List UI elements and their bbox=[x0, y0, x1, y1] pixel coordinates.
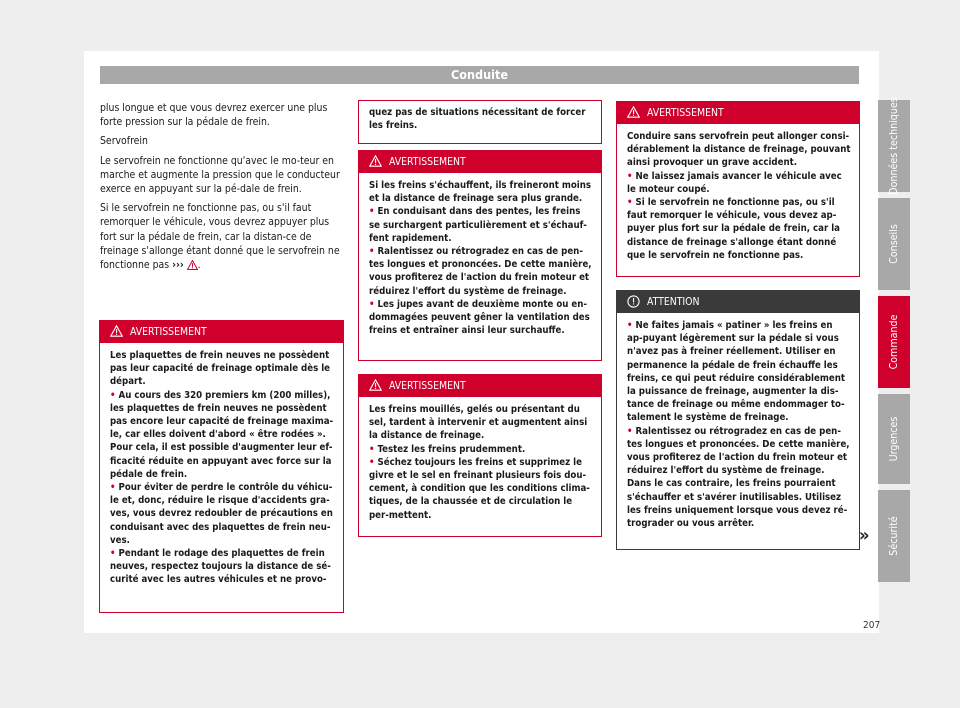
bullet-dot: • bbox=[627, 320, 633, 331]
arrow-marker: ››› bbox=[172, 259, 184, 272]
bullet-dot: • bbox=[627, 197, 633, 209]
bullet-text: Ne faites jamais « patiner » les freins en ap-puyant légèrement sur la pédale si vous n'avez pas à freiner réellement. Utiliser en permanence la pédale de frein échauffe les freins, ce qui peut réduire considérablement la puissance de freinage, augmenter la dis-tance de freinage ou même endommager to-talement le système de freinage. bbox=[627, 320, 845, 424]
bullet-dot: • bbox=[369, 443, 375, 455]
warning-intro: Les freins mouillés, gelés ou présentant du sel, tardent à intervenir et augmentent ainsi la distance de freinage. bbox=[369, 404, 588, 442]
section-subhead: Servofrein bbox=[100, 135, 148, 148]
bullet-dot: • bbox=[110, 548, 116, 560]
sidebar-tab-securite[interactable] bbox=[878, 490, 910, 582]
warning-title: AVERTISSEMENT bbox=[389, 156, 466, 168]
bullet-item bbox=[369, 298, 593, 338]
bullet-text: Pendant le rodage des plaquettes de frein neuves, respectez toujours la distance de sé-curité avec les autres véhicules et ne provo- bbox=[110, 548, 331, 586]
warning-box bbox=[358, 150, 602, 361]
sidebar-tab-donnees-techniques[interactable] bbox=[878, 97, 910, 195]
bullet-dot: • bbox=[110, 482, 116, 494]
intro-text: plus longue et que vous devrez exercer une plus forte pression sur la pédale de frein. bbox=[100, 102, 328, 129]
warning-body bbox=[359, 173, 601, 345]
body-paragraph-text: Si le servofrein ne fonctionne pas, ou s'il faut remorquer le véhicule, vous devrez appuyer plus fort sur la pédale de frein, car la distan-ce de freinage s'allonge étant donné que le servofrein ne fonctionne pas bbox=[100, 202, 340, 272]
bullet-text: Ralentissez ou rétrogradez en cas de pen-tes longues et prononcées. De cette manière, vous profiterez de l'action du frein moteur et réduirez l'effort du système de freinage. bbox=[369, 246, 592, 297]
bullet-item bbox=[627, 196, 851, 262]
warning-body bbox=[100, 343, 343, 595]
bullet-dot: • bbox=[369, 456, 375, 468]
bullet-dot: • bbox=[627, 170, 633, 182]
sidebar-tab-conseils[interactable] bbox=[878, 198, 910, 290]
warning-icon bbox=[110, 325, 123, 337]
bullet-dot: • bbox=[110, 389, 116, 401]
warning-body bbox=[617, 124, 859, 270]
attention-body bbox=[617, 313, 859, 538]
sidebar-tab-label: Urgences bbox=[888, 416, 900, 462]
sidebar-tab-label: Sécurité bbox=[888, 516, 900, 556]
page-number: 207 bbox=[863, 620, 881, 631]
bullet-item bbox=[627, 170, 851, 196]
page-header: Conduite bbox=[100, 66, 859, 84]
attention-box bbox=[616, 290, 860, 550]
bullet-item bbox=[369, 456, 593, 522]
bullet-item bbox=[369, 443, 593, 456]
bullet-dot: • bbox=[627, 425, 633, 437]
bullet-text: Ne laissez jamais avancer le véhicule avec le moteur coupé. bbox=[627, 170, 842, 195]
body-paragraph: Si le servofrein ne fonctionne pas, ou s'il faut remorquer le véhicule, vous devrez appuyer plus fort sur la pédale de frein, car la distan-ce de freinage s'allonge étant donné que le servofrein ne fonctionne pas ››› . bbox=[100, 202, 340, 272]
sidebar-tab-urgences[interactable] bbox=[878, 394, 910, 484]
sidebar-tab-label: Données techniques bbox=[888, 97, 900, 195]
bullet-item bbox=[110, 547, 335, 587]
bullet-text: Les jupes avant de deuxième monte ou en-dommagées peuvent gêner la ventilation des freins et entraîner ainsi leur surchauffe. bbox=[369, 298, 590, 337]
bullet-item bbox=[110, 389, 335, 481]
warning-icon bbox=[187, 260, 198, 270]
warning-box bbox=[99, 320, 344, 613]
bullet-text: En conduisant dans des pentes, les freins se surchargent particulièrement et s'échauf-fent rapidement. bbox=[369, 206, 587, 244]
bullet-dot: • bbox=[369, 246, 375, 258]
warning-continuation-box bbox=[358, 100, 602, 144]
sidebar-tab-label: Conseils bbox=[888, 224, 900, 264]
bullet-text: Testez les freins prudemment. bbox=[377, 443, 526, 455]
continuation-text: quez pas de situations nécessitant de forcer les freins. bbox=[369, 107, 586, 132]
warning-body bbox=[359, 397, 601, 530]
warning-intro: Si les freins s'échauffent, ils freineront moins et la distance de freinage sera plus grande. bbox=[369, 180, 592, 205]
warning-icon bbox=[369, 155, 382, 167]
bullet-item bbox=[110, 481, 335, 547]
warning-title: AVERTISSEMENT bbox=[130, 326, 207, 338]
body-paragraph: Le servofrein ne fonctionne qu'avec le mo-teur en marche et augmente la pression que le conducteur exerce en appuyant sur la pé-dale de frein. bbox=[100, 154, 340, 196]
warning-icon bbox=[627, 106, 640, 118]
bullet-text: Ralentissez ou rétrogradez en cas de pen-tes longues et prononcées. De cette manière, vous profiterez de l'action du frein moteur et réduirez l'effort du système de freinage. Dans le cas contraire, les freins pourraient s'échauffer et s'avérer inutilisables. Utilisez les freins uniquement lorsque vous devez ré-trograder ou vous arrêter. bbox=[627, 425, 850, 530]
warning-box bbox=[358, 374, 602, 537]
warning-body bbox=[359, 101, 601, 140]
bullet-item bbox=[627, 425, 851, 531]
bullet-item bbox=[369, 245, 593, 298]
warning-intro: Conduire sans servofrein peut allonger consi-dérablement la distance de freinage, pouvant ainsi provoquer un grave accident. bbox=[627, 131, 851, 169]
warning-intro: Les plaquettes de frein neuves ne possèdent pas leur capacité de freinage optimale dès le départ. bbox=[110, 350, 331, 388]
continue-marker: » bbox=[859, 525, 870, 546]
bullet-item bbox=[627, 319, 851, 425]
warning-title: AVERTISSEMENT bbox=[647, 107, 724, 119]
bullet-text: Pour éviter de perdre le contrôle du véhicu-le et, donc, réduire le risque d'accidents gra-ves, vous devrez redoubler de précautions en conduisant avec des plaquettes de frein neu-ves. bbox=[110, 482, 333, 546]
sidebar-tab-commande[interactable] bbox=[878, 296, 910, 388]
warning-header bbox=[359, 151, 601, 173]
info-circle-icon bbox=[627, 295, 640, 308]
left-column bbox=[100, 101, 340, 277]
attention-title: ATTENTION bbox=[647, 296, 700, 308]
warning-icon bbox=[369, 379, 382, 391]
bullet-dot: • bbox=[369, 298, 375, 310]
warning-box bbox=[616, 101, 860, 277]
bullet-text: Au cours des 320 premiers km (200 milles), les plaquettes de frein neuves ne possèdent pas encore leur capacité de freinage maxima-le, car elles doivent d'abord « être rodées ». Pour cela, il est possible d'augmenter leur ef-ficacité réduite en appuyant avec force sur la pédale de frein. bbox=[110, 389, 334, 480]
warning-header bbox=[100, 321, 343, 343]
warning-header bbox=[617, 102, 859, 124]
bullet-item bbox=[369, 205, 593, 245]
bullet-text: Séchez toujours les freins et supprimez le givre et le sel en freinant plusieurs fois dou-cement, à condition que les conditions clima-tiques, de la chaussée et de circulation le per-mettent. bbox=[369, 456, 590, 521]
bullet-text: Si le servofrein ne fonctionne pas, ou s'il faut remorquer le véhicule, vous devez ap-puyer plus fort sur la pédale de frein, car la distance de freinage s'allonge étant donné que le servofrein ne fonctionne pas. bbox=[627, 197, 841, 261]
warning-title: AVERTISSEMENT bbox=[389, 380, 466, 392]
sidebar-tab-label: Commande bbox=[888, 314, 900, 370]
attention-header bbox=[617, 291, 859, 313]
bullet-dot: • bbox=[369, 206, 375, 218]
warning-header bbox=[359, 375, 601, 397]
